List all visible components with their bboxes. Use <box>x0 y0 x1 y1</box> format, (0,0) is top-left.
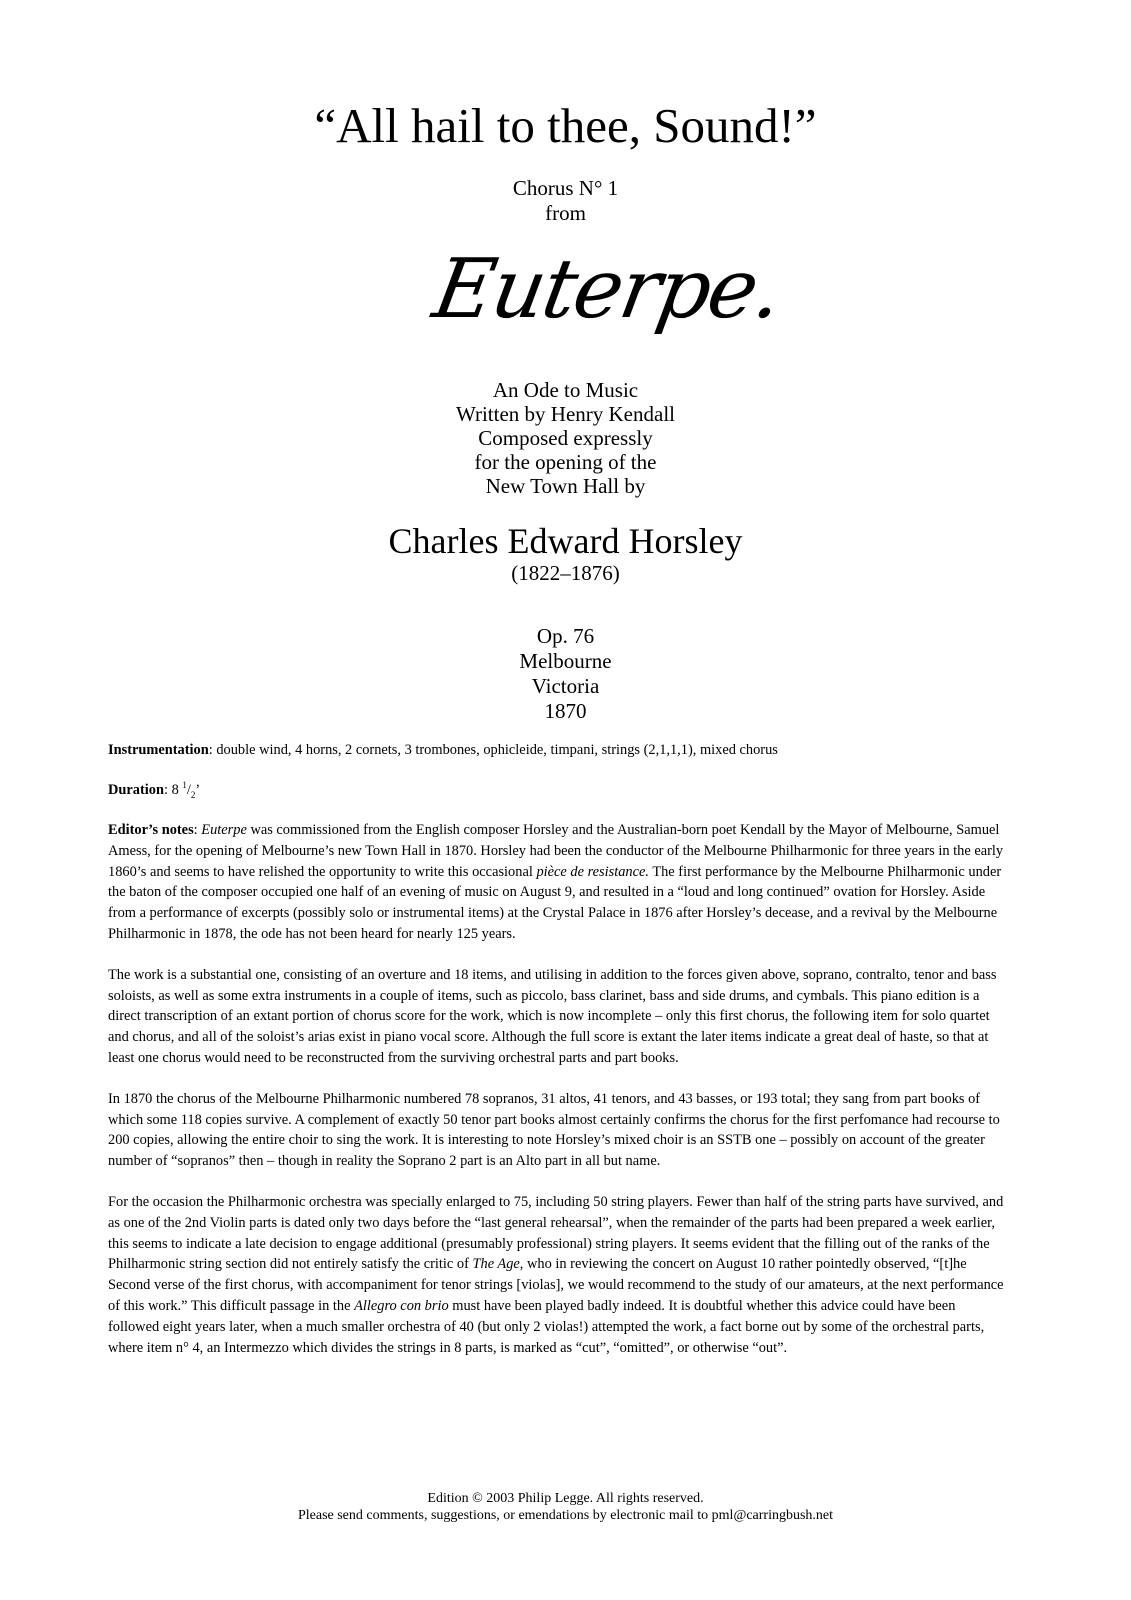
description-line: Composed expressly <box>478 426 653 450</box>
opus-year: 1870 <box>544 699 587 723</box>
duration-denominator: 2 <box>190 789 196 800</box>
notes-p1-text-b: The first performance by the Melbourne Philharmonic under the baton of the composer occupied one half of an evening of music on August 9, and resulted in a “loud and long continued” ovation for Horsley. Aside from a performance of excerpts (possibly solo or instrumental items) at the Crystal Palace in 1876 after Horsley’s decease, and a revival by the Melbourne Philharmonic in 1878, the ode has not been heard for nearly 125 years. <box>108 863 1002 942</box>
description-line: Written by Henry Kendall <box>455 402 675 426</box>
notes-label: Editor’s notes <box>108 822 194 838</box>
notes-p4-italic-a: The Age <box>472 1256 520 1273</box>
notes-paragraph-4 <box>108 1192 1008 1358</box>
duration-suffix: ’ <box>195 782 201 798</box>
instrumentation-value: : double wind, 4 horns, 2 cornets, 3 trombones, ophicleide, timpani, strings (2,1,1,1), mixed chorus <box>208 742 778 758</box>
instrumentation <box>108 740 1008 761</box>
duration-numerator: 1 <box>182 780 187 791</box>
notes-colon: : <box>193 822 202 838</box>
notes-p1-italic: pièce de resistance. <box>536 863 649 880</box>
work-title-italic: Euterpe <box>201 822 247 838</box>
notes-p4-italic-b: Allegro con brio <box>354 1297 449 1314</box>
description-line: New Town Hall by <box>485 474 646 498</box>
notes-p4-text-a: For the occasion the Philharmonic orchestra was specially enlarged to 75, including 50 string players. Fewer than half of the string parts have survived, and as one of the 2nd Violin parts is dated only two days before the “last general rehearsal”, when the remainder of the parts had been prepared a week earlier, this seems to indicate a late decision to engage additional (presumably professional) string players. It seems evident that the filling out of the ranks of the Philharmonic string section did not entirely satisfy the critic of <box>108 1193 1004 1273</box>
chorus-number: Chorus N° 1 <box>512 176 619 200</box>
description-line: An Ode to Music <box>492 378 639 402</box>
notes-p1-text-a: was commissioned from the English composer Horsley and the Australian-born poet Kendall by the Mayor of Melbourne, Samuel Amess, for the opening of Melbourne’s new Town Hall in 1870. Horsley had been the conductor of the Melbourne Philharmonic for three years in the early 1860’s and seems to have relished the opportunity to write this occasional <box>108 822 1004 880</box>
duration <box>108 780 1008 801</box>
description-line: for the opening of the <box>474 450 657 474</box>
ode-description <box>0 378 1131 498</box>
page-title: “All hail to thee, Sound!” <box>314 98 817 153</box>
euterpe-logo <box>426 240 788 360</box>
notes-paragraph-3: In 1870 the chorus of the Melbourne Philharmonic numbered 78 sopranos, 31 altos, 41 tenors, and 43 basses, or 193 total; they sang from part books of which some 118 copies survive. A complement of exactly 50 tenor part books almost certainly confirms the chorus for the first perfomance had recourse to 200 copies, allowing the entire choir to sing the work. It is interesting to note Horsley’s mixed choir is an SSTB one – possibly on account of the greater number of “sopranos” then – though in reality the Soprano 2 part is an Alto part in all but name. <box>108 1090 1000 1170</box>
editors-notes <box>108 820 1008 1378</box>
notes-p4-text-b: , who in reviewing the concert on August 10 rather pointedly observed, “[t]he Second verse of the first chorus, with accompaniment for tenor strings [violas], we would recommend to the study of our amateurs, at the next performance of this work.” This difficult passage in the <box>108 1256 1004 1314</box>
composer-name: Charles Edward Horsley <box>388 521 743 561</box>
notes-paragraph-2: The work is a substantial one, consisting of an overture and 18 items, and utilising in addition to the forces given above, soprano, contralto, tenor and bass soloists, as well as some extra instruments in a couple of items, such as piccolo, bass clarinet, bass and side drums, and cymbals. This piano edition is a direct transcription of an extant portion of chorus score for the work, which is now incomplete – only this first chorus, the following item for solo quartet and chorus, and all of the soloist’s arias exist in piano vocal score. Although the full score is extant the later items indicate a great deal of haste, so that at least one chorus would need to be reconstructed from the surviving orchestral parts and part books. <box>108 966 997 1066</box>
composer-dates: (1822–1876) <box>511 561 620 585</box>
euterpe-logo-text: Euterpe. <box>426 242 788 337</box>
opus-city: Melbourne <box>519 649 612 673</box>
from-label: from <box>545 201 586 225</box>
duration-prefix: : 8 <box>163 782 183 798</box>
opus-state: Victoria <box>531 674 600 698</box>
duration-slash: / <box>186 782 191 798</box>
footer <box>0 1490 1131 1524</box>
duration-label: Duration <box>108 782 164 798</box>
subtitle <box>0 176 1131 226</box>
opus-number: Op. 76 <box>536 624 595 648</box>
contact-line: Please send comments, suggestions, or emendations by electronic mail to pml@carringbush.net <box>297 1508 834 1523</box>
copyright: Edition © 2003 Philip Legge. All rights reserved. <box>427 1491 704 1506</box>
notes-paragraph-1 <box>108 820 1008 945</box>
notes-p4-text-c: must have been played badly indeed. It is doubtful whether this advice could have been followed eight years later, when a much smaller orchestra of 40 (but only 2 violas!) attempted the work, a fact borne out by some of the orchestral parts, where item n° 4, an Intermezzo which divides the strings in 8 parts, is marked as “cut”, “omitted”, or otherwise “out”. <box>108 1297 985 1356</box>
instrumentation-label: Instrumentation <box>108 742 209 758</box>
opus-block <box>0 624 1131 724</box>
